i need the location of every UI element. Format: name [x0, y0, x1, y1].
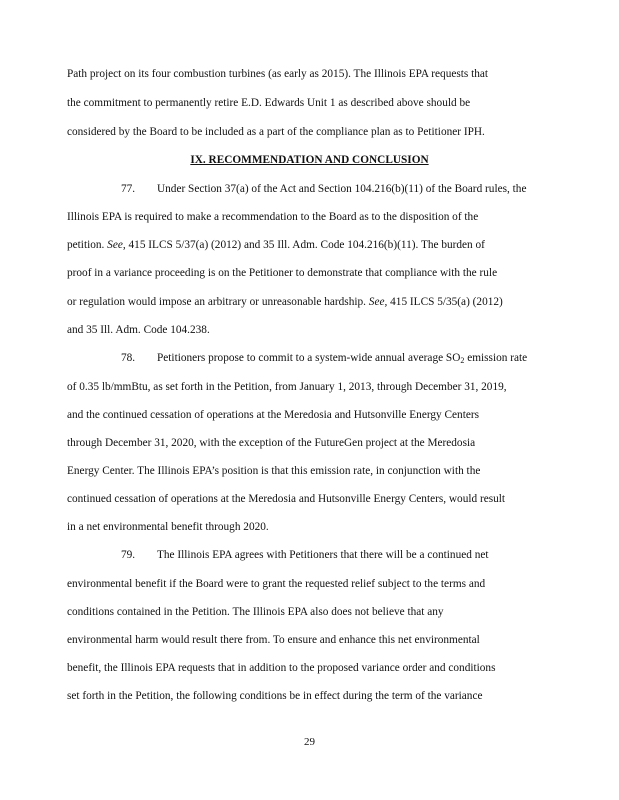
- para-78-first-text-b: emission rate: [467, 352, 528, 364]
- para-79-line-2: environmental benefit if the Board were to grant the requested relief subject to the terms and: [67, 578, 486, 590]
- para-77-line-4: proof in a variance proceeding is on the Petitioner to demonstrate that compliance with the rule: [67, 267, 498, 279]
- section-heading: IX. RECOMMENDATION AND CONCLUSION: [190, 154, 429, 166]
- para-77-line-5-see: See,: [368, 296, 388, 308]
- para-77-line-3-b: 415 ILCS 5/37(a) (2012) and 35 Ill. Adm. Code 104.216(b)(11). The burden of: [128, 239, 485, 251]
- page-number: 29: [304, 736, 315, 748]
- para-77-first-text: Under Section 37(a) of the Act and Section 104.216(b)(11) of the Board rules, the: [157, 183, 527, 195]
- para-79-first-text: The Illinois EPA agrees with Petitioners that there will be a continued net: [157, 549, 489, 561]
- para-78-line-4: through December 31, 2020, with the exception of the FutureGen project at the Meredosia: [67, 437, 476, 449]
- para-77-line-3-see: See,: [107, 239, 126, 251]
- para-78-line-1: [121, 351, 527, 365]
- para-79-line-6: set forth in the Petition, the following conditions be in effect during the term of the variance: [67, 690, 483, 702]
- para-79-line-3: conditions contained in the Petition. The Illinois EPA also does not believe that any: [67, 606, 444, 618]
- para-78-line-7: in a net environmental benefit through 2020.: [67, 521, 269, 533]
- para-77-line-5-b: 415 ILCS 5/35(a) (2012): [390, 296, 503, 308]
- para-77-line-3: [67, 238, 485, 252]
- para-77-number: 77.: [121, 183, 136, 195]
- para-78-number: 78.: [121, 352, 136, 364]
- para-79-line-5: benefit, the Illinois EPA requests that in addition to the proposed variance order and conditions: [67, 662, 496, 674]
- para-78-line-6: continued cessation of operations at the Meredosia and Hutsonville Energy Centers, would result: [67, 493, 506, 505]
- para-78-line-2: of 0.35 lb/mmBtu, as set forth in the Petition, from January 1, 2013, through December 31, 2019,: [67, 381, 507, 393]
- intro-line-2: the commitment to permanently retire E.D. Edwards Unit 1 as described above should be: [67, 97, 471, 109]
- para-78-line-5: Energy Center. The Illinois EPA’s position is that this emission rate, in conjunction with the: [67, 465, 481, 477]
- para-79-number: 79.: [121, 549, 136, 561]
- para-78-subscript: 2: [460, 356, 465, 365]
- para-78-first-text-a: Petitioners propose to commit to a system-wide annual average SO: [157, 352, 461, 364]
- para-77-line-3-a: petition.: [67, 239, 105, 251]
- intro-line-3: considered by the Board to be included as a part of the compliance plan as to Petitioner IPH.: [67, 126, 485, 138]
- para-79-line-4: environmental harm would result there from. To ensure and enhance this net environmental: [67, 634, 480, 646]
- intro-line-1: Path project on its four combustion turbines (as early as 2015). The Illinois EPA requests that: [67, 68, 489, 80]
- para-77-line-1: [121, 182, 526, 196]
- para-77-line-5: [67, 295, 503, 309]
- para-77-line-6: and 35 Ill. Adm. Code 104.238.: [67, 324, 210, 336]
- para-79-line-1: [121, 548, 489, 562]
- para-78-line-3: and the continued cessation of operations at the Meredosia and Hutsonville Energy Centers: [67, 409, 480, 421]
- para-77-line-2: Illinois EPA is required to make a recommendation to the Board as to the disposition of the: [67, 211, 479, 223]
- para-77-line-5-a: or regulation would impose an arbitrary or unreasonable hardship.: [67, 296, 366, 308]
